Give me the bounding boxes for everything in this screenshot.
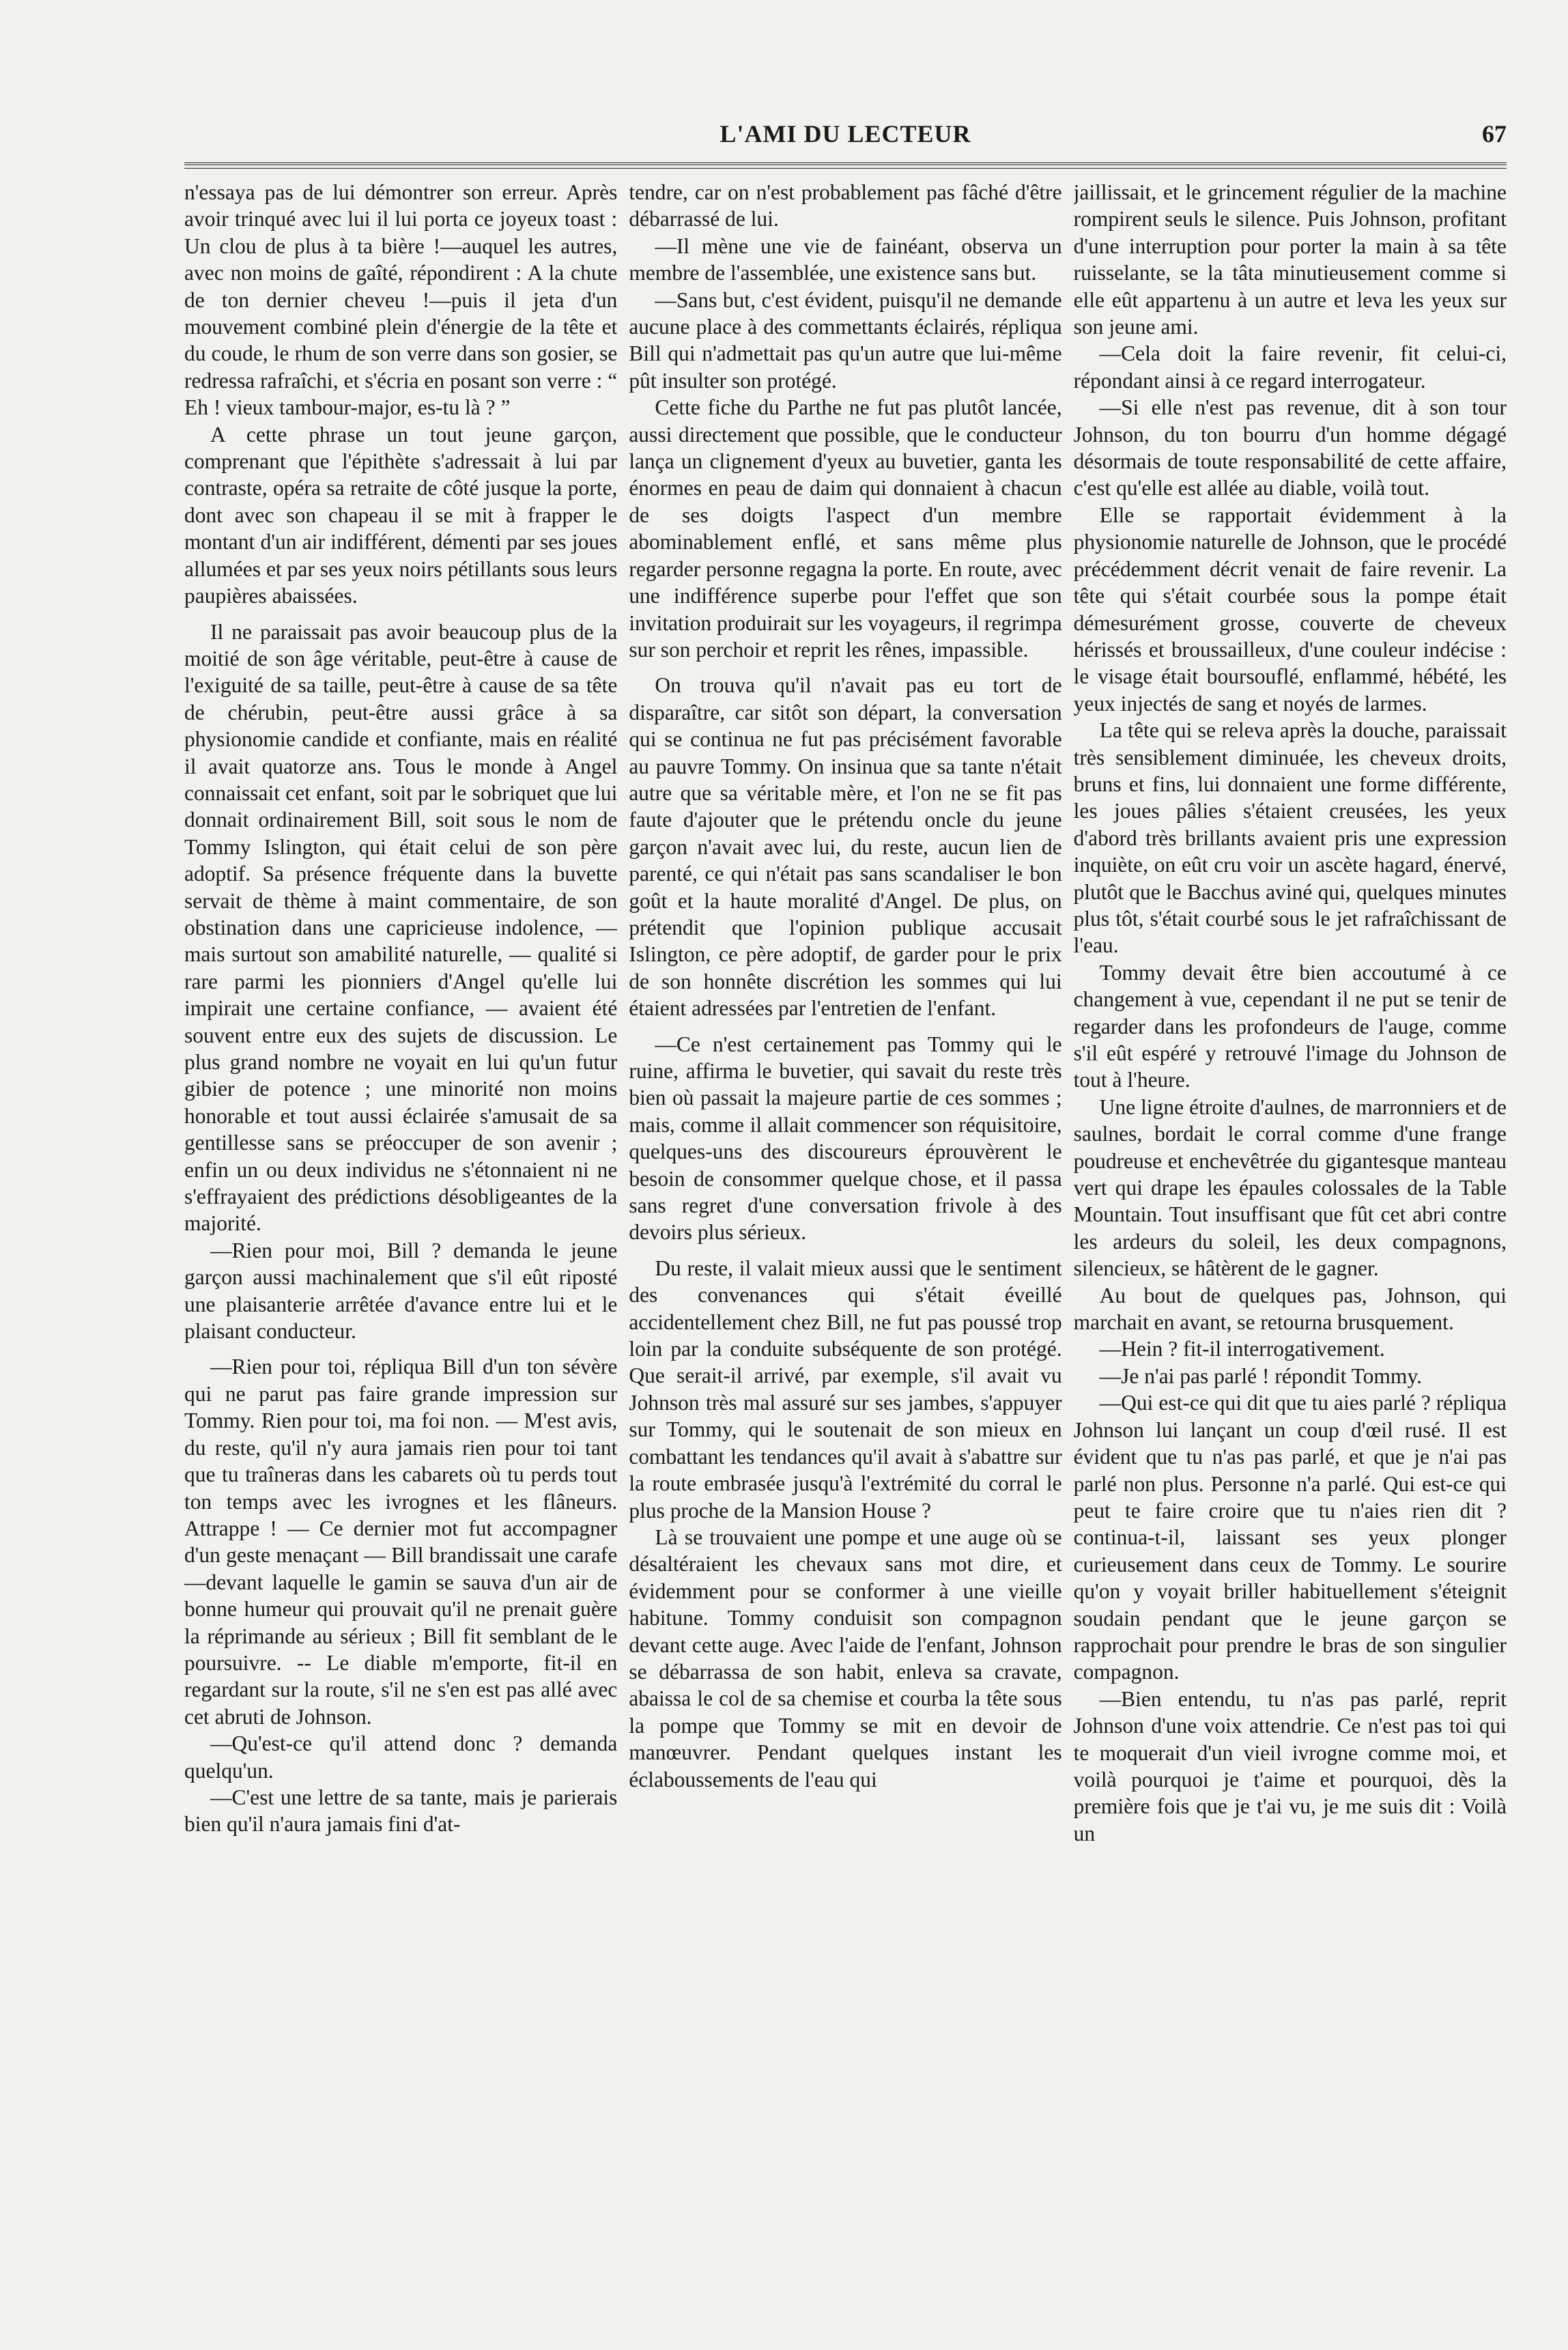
paragraph: La tête qui se releva après la douche, paraissait très sensiblement diminuée, les cheveux droits, bruns et fins, lui donnaient une forme différente, les joues pâlies s'étaient creusées, les yeux d'abord très brillants avaient pris une expression inquiète, on eût cru voir un ascète hagard, énervé, plutôt que le Bacchus aviné qui, quelques minutes plus tôt, s'était courbé sous le jet rafraîchissant de l'eau. [1073,718,1507,958]
paragraph: n'essaya pas de lui démontrer son erreur. Après avoir trinqué avec lui il lui porta ce joyeux toast : Un clou de plus à ta bière !—auquel les autres, avec non moins de gaîté, répondirent : A la chute de ton dernier cheveu !—puis il jeta d'un mouvement combiné plein d'énergie de la tête et du coude, le rhum de son verre dans son gosier, se redressa rafraîchi, et s'écria en posant son verre : “ Eh ! vieux tambour-major, es-tu là ? ” [184,180,618,420]
paragraph: Il ne paraissait pas avoir beaucoup plus de la moitié de son âge véritable, peut-être à cause de l'exiguité de sa taille, peut-être à cause de sa tête de chérubin, peut-être aussi grâce à sa physionomie candide et confiante, mais en réalité il avait quatorze ans. Tous le monde à Angel connaissait cet enfant, soit par le sobriquet que lui donnait ordinairement Bill, soit sous le nom de Tommy Islington, qui était celui de son père adoptif. Sa présence fréquente dans la buvette servait de thème à maint commentaire, de son obstination dans une capricieuse indolence, — mais surtout son amabilité naturelle, — qualité si rare parmi les pionniers d'Angel qu'elle lui impirait une certaine confiance, — avaient été souvent entre eux des sujets de discussion. Le plus grand nombre ne voyait en lui qu'un futur gibier de potence ; une minorité non moins honorable et tout aussi éclairée s'amusait de sa gentillesse sans se préoccuper de son avenir ; enfin un ou deux individus ne s'étonnaient ni ne s'effrayaient des prédictions désobligeantes de la majorité. [184,619,618,1236]
paragraph: —C'est une lettre de sa tante, mais je parierais bien qu'il n'aura jamais fini d'at- [184,1785,618,1837]
paragraph: Cette fiche du Parthe ne fut pas plutôt lancée, aussi directement que possible, que le conducteur lança un clignement d'yeux au buvetier, ganta les énormes en peau de daim qui donnaient à chacun de ses doigts l'aspect d'un membre abominablement enflé, et sans même plus regarder personne regagna la porte. En route, avec une indifférence superbe pour l'effet que son invitation produirait sur les voyageurs, il regrimpa sur son perchoir et reprit les rênes, impassible. [629,395,1062,662]
paragraph: —Il mène une vie de fainéant, observa un membre de l'assemblée, une existence sans but. [629,233,1062,285]
paragraph: Au bout de quelques pas, Johnson, qui marchait en avant, se retourna brusquement. [1073,1283,1507,1335]
column-3 [1074,179,1507,2302]
text-columns [184,179,1507,2302]
paragraph: —Qu'est-ce qu'il attend donc ? demanda quelqu'un. [184,1731,618,1783]
paragraph: jaillissait, et le grincement régulier de la machine rompirent seuls le silence. Puis Johnson, profitant d'une interruption pour porter la main à sa tête ruisselante, se la tâta minutieusement comme si elle eût appartenu à un autre et leva les yeux sur son jeune ami. [1073,180,1507,339]
paragraph: —Qui est-ce qui dit que tu aies parlé ? répliqua Johnson lui lançant un coup d'œil rusé. Il est évident que tu n'as pas parlé, et que je n'ai pas parlé non plus. Personne n'a parlé. Qui est-ce qui peut te faire croire que tu n'aies rien dit ? continua-t-il, laissant ses yeux plonger curieusement dans ceux de Tommy. Le sourire qu'on y voyait briller habituellement s'éteignit soudain pendant que le jeune garçon se rapprochait pour prendre le bras de son singulier compagnon. [1073,1391,1507,1684]
paragraph: Du reste, il valait mieux aussi que le sentiment des convenances qui s'était éveillé accidentellement chez Bill, ne fut pas poussé trop loin par la conduite subséquente de son protégé. Que serait-il arrivé, par exemple, s'il avait vu Johnson très mal assuré sur ses jambes, s'appuyer sur Tommy, qui le soutenait de son mieux en combattant les tendances qu'il avait à s'abattre sur la route embrasée jusqu'à l'extrémité du corral le plus proche de la Mansion House ? [629,1256,1062,1523]
paragraph: A cette phrase un tout jeune garçon, comprenant que l'épithète s'adressait à lui par contraste, opéra sa retraite de côté jusque la porte, dont avec son chapeau il se mit à frapper le montant d'un air indifférent, démenti par ses joues allumées et par ses yeux noirs pétillants sous leurs paupières abaissées. [184,422,618,608]
column-2 [629,179,1061,2302]
paragraph: —Hein ? fit-il interrogativement. [1099,1337,1385,1361]
paragraph: Là se trouvaient une pompe et une auge où se désaltéraient les chevaux sans mot dire, et évidemment pour se conformer à une vieille habitune. Tommy conduisit son compagnon devant cette auge. Avec l'aide de l'enfant, Johnson se débarrassa de son habit, enleva sa cravate, abaissa le col de sa chemise et courba la tête sous la pompe que Tommy se mit en devoir de manœuvrer. Pendant quelques instant les éclaboussements de l'eau qui [629,1525,1062,1792]
paragraph: On trouva qu'il n'avait pas eu tort de disparaître, car sitôt son départ, la conversation qui se continua ne fut pas précisément favorable au pauvre Tommy. On insinua que sa tante n'était autre que sa véritable mère, et l'on ne se fit pas faute d'ajouter que le prétendu oncle du jeune garçon n'avait avec lui, du reste, aucun lien de parenté, ce qui n'était pas sans scandaliser le bon goût et la haute moralité d'Angel. De plus, on prétendit que l'opinion publique accusait Islington, ce père adoptif, de garder pour le prix de son honnête discrétion les sommes qui lui étaient adressées par l'entretien de l'enfant. [629,673,1062,1021]
publication-title: L'AMI DU LECTEUR [719,120,971,147]
page-number: 67 [1482,120,1507,147]
paragraph: —Bien entendu, tu n'as pas parlé, reprit Johnson d'une voix attendrie. Ce n'est pas toi qui te moquerait d'un vieil ivrogne comme moi, et voilà pourquoi je t'aime et pourquoi, dès la première fois que je t'ai vu, je me suis dit : Voilà un [1073,1686,1507,1845]
paragraph: —Cela doit la faire revenir, fit celui-ci, répondant ainsi à ce regard interrogateur. [1073,341,1507,393]
paragraph: Tommy devait être bien accoutumé à ce changement à vue, cependant il ne put se tenir de regarder dans les profondeurs de l'auge, comme s'il eût espéré y retrouvé l'image du Johnson de tout à l'heure. [1073,960,1507,1092]
header-rule [184,162,1507,169]
paragraph: —Je n'ai pas parlé ! répondit Tommy. [1099,1363,1423,1388]
column-1 [184,179,617,2302]
paragraph: —Rien pour moi, Bill ? demanda le jeune garçon aussi machinalement que s'il eût riposté une plaisanterie arrêtée d'avance entre lui et le plaisant conducteur. [184,1238,618,1344]
paragraph: —Si elle n'est pas revenue, dit à son tour Johnson, du ton bourru d'un homme dégagé désormais de toute responsabilité de cette affaire, c'est qu'elle est allée au diable, voilà tout. [1073,395,1507,500]
paragraph: —Rien pour toi, répliqua Bill d'un ton sévère qui ne parut pas faire grande impression sur Tommy. Rien pour toi, ma foi non. — M'est avis, du reste, qu'il n'y aura jamais rien pour toi tant que tu traîneras dans les cabarets où tu perds tout ton temps avec les ivrognes et les flâneurs. Attrappe ! — Ce dernier mot fut accompagner d'un geste menaçant — Bill brandissait une carafe —devant laquelle le gamin se sauva d'un air de bonne humeur qui prouvait qu'il ne prenait guère la réprimande au sérieux ; Bill fit semblant de le poursuivre. -- Le diable m'emporte, fit-il en regardant sur la route, s'il ne s'en est pas allé avec cet abruti de Johnson. [184,1355,618,1729]
paragraph: Une ligne étroite d'aulnes, de marronniers et de saulnes, bordait le corral comme d'une frange poudreuse et enchevêtrée du gigantesque manteau vert qui drape les épaules colossales de la Table Mountain. Tout insuffisant que fût cet abri contre les ardeurs du soleil, les deux compagnons, silencieux, se hâtèrent de le gagner. [1073,1094,1507,1281]
paragraph: —Ce n'est certainement pas Tommy qui le ruine, affirma le buvetier, qui savait du reste très bien où passait la majeure partie de ces sommes ; mais, comme il allait commencer son réquisitoire, quelques-uns des discoureurs éprouvèrent le besoin de consommer quelque chose, et il passa sans regret d'une conversation frivole à des devoirs plus sérieux. [629,1032,1062,1245]
page-header [184,119,1507,160]
paragraph: Elle se rapportait évidemment à la physionomie naturelle de Johnson, que le procédé précédemment décrit venait de faire revenir. La tête qui s'était courbée sous la pompe était démesurément grosse, couverte de cheveux hérissés et broussailleux, d'une couleur indécise : le visage était boursouflé, enflammé, hébété, les yeux injectés de sang et noyés de larmes. [1073,502,1507,716]
paragraph: tendre, car on n'est probablement pas fâché d'être débarrassé de lui. [629,180,1062,231]
paragraph: —Sans but, c'est évident, puisqu'il ne demande aucune place à des commettants éclairés, répliqua Bill qui n'admettait pas qu'un autre que lui-même pût insulter son protégé. [629,287,1062,393]
